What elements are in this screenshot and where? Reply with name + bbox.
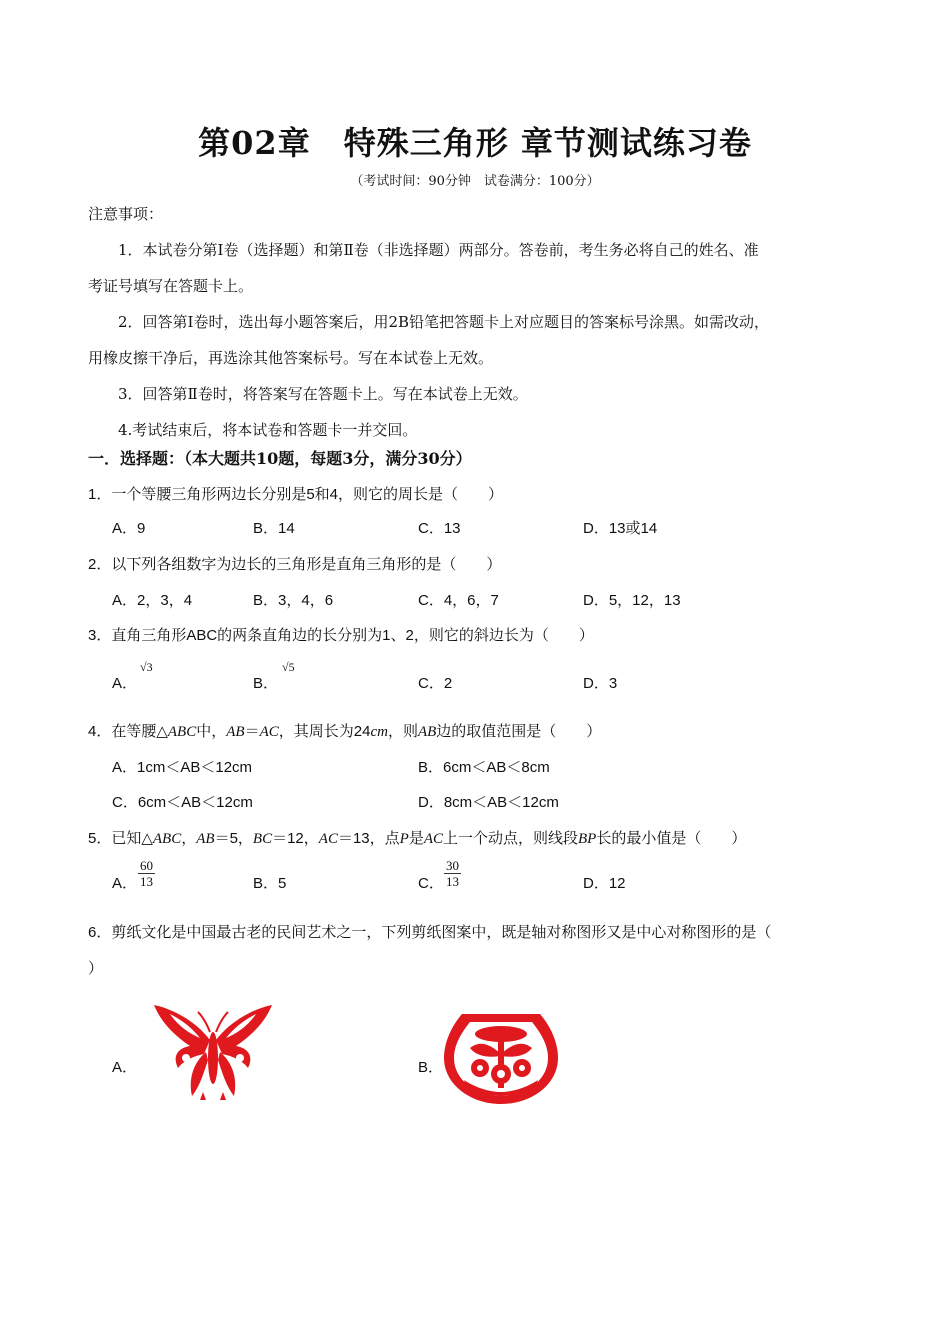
- notes-heading: 注意事项：: [88, 205, 164, 223]
- question-1-stem: 1．一个等腰三角形两边长分别是5和4，则它的周长是（ ）: [88, 486, 504, 503]
- round-papercut-image: [440, 1004, 562, 1110]
- question-6-option-b: B．: [418, 1059, 444, 1076]
- question-1-option-c: C．13: [418, 520, 461, 537]
- exam-info: （考试时间：90分钟 试卷满分：100分）: [350, 174, 600, 189]
- question-2-stem: 2．以下列各组数字为边长的三角形是直角三角形的是（ ）: [88, 556, 502, 573]
- note-3: 3．回答第Ⅱ卷时，将答案写在答题卡上。写在本试卷上无效。: [118, 385, 528, 403]
- note-2-line-1: 2．回答第Ⅰ卷时，选出每小题答案后，用2B铅笔把答题卡上对应题目的答案标号涂黑。如需改动，: [118, 313, 770, 331]
- fraction-numerator: 60: [140, 858, 153, 873]
- question-1-option-a: A．9: [112, 520, 146, 537]
- question-3-option-c: C．2: [418, 675, 453, 692]
- question-3-option-d: D．3: [583, 675, 618, 692]
- fraction-denominator: 13: [446, 874, 459, 889]
- question-3-option-a-label: A．: [112, 675, 138, 692]
- note-1-line-1: 1．本试卷分第Ⅰ卷（选择题）和第Ⅱ卷（非选择题）两部分。答卷前，考生务必将自己的姓名、准: [118, 241, 759, 259]
- question-1-option-d: D．13或14: [583, 520, 658, 537]
- fraction-numerator: 30: [446, 858, 459, 873]
- note-4: 4.考试结束后，将本试卷和答题卡一并交回。: [118, 421, 418, 439]
- question-4-stem: 4．在等腰△ABC中，AB＝AC，其周长为24cm，则AB边的取值范围是（ ）: [88, 723, 602, 740]
- question-5-option-b: B．5: [253, 875, 287, 892]
- question-2-option-b: B．3，4，6: [253, 592, 334, 609]
- question-4-option-a: A．1cm＜AB＜12cm: [112, 759, 253, 776]
- question-1-option-b: B．14: [253, 520, 295, 537]
- note-2-line-2: 用橡皮擦干净后，再选涂其他答案标号。写在本试卷上无效。: [88, 349, 494, 367]
- question-2-option-d: D．5，12，13: [583, 592, 681, 609]
- question-3-option-b-math: √5: [282, 660, 295, 674]
- butterfly-papercut-image: [150, 1000, 276, 1104]
- fraction-denominator: 13: [140, 874, 153, 889]
- question-4-option-d: D．8cm＜AB＜12cm: [418, 794, 559, 811]
- question-6-stem-line-2: ）: [88, 960, 104, 977]
- question-4-option-b: B．6cm＜AB＜8cm: [418, 759, 550, 776]
- question-5-option-a-label: A．: [112, 875, 138, 892]
- question-6-stem-line-1: 6．剪纸文化是中国最古老的民间艺术之一，下列剪纸图案中，既是轴对称图形又是中心对称图形的是（: [88, 924, 772, 941]
- question-4-option-c: C．6cm＜AB＜12cm: [112, 794, 253, 811]
- question-2-option-c: C．4，6，7: [418, 592, 499, 609]
- question-6-option-a: A．: [112, 1059, 138, 1076]
- section-heading-choice: 一．选择题：（本大题共10题，每题3分，满分30分）: [88, 449, 472, 468]
- question-2-option-a: A．2，3，4: [112, 592, 193, 609]
- question-5-option-c-label: C．: [418, 875, 444, 892]
- question-3-stem: 3．直角三角形ABC的两条直角边的长分别为1、2，则它的斜边长为（ ）: [88, 627, 594, 644]
- question-5-option-a-fraction: [138, 858, 155, 889]
- question-5-option-c-fraction: [444, 858, 461, 889]
- page-title: 第02章 特殊三角形 章节测试练习卷: [198, 124, 752, 162]
- question-3-option-a-math: √3: [140, 660, 153, 674]
- question-5-option-d: D．12: [583, 875, 626, 892]
- note-1-line-2: 考证号填写在答题卡上。: [88, 277, 254, 295]
- question-5-stem: 5．已知△ABC，AB＝5，BC＝12，AC＝13，点P是AC上一个动点，则线段BP长的最小值是（ ）: [88, 830, 747, 847]
- question-3-option-b-label: B．: [253, 675, 279, 692]
